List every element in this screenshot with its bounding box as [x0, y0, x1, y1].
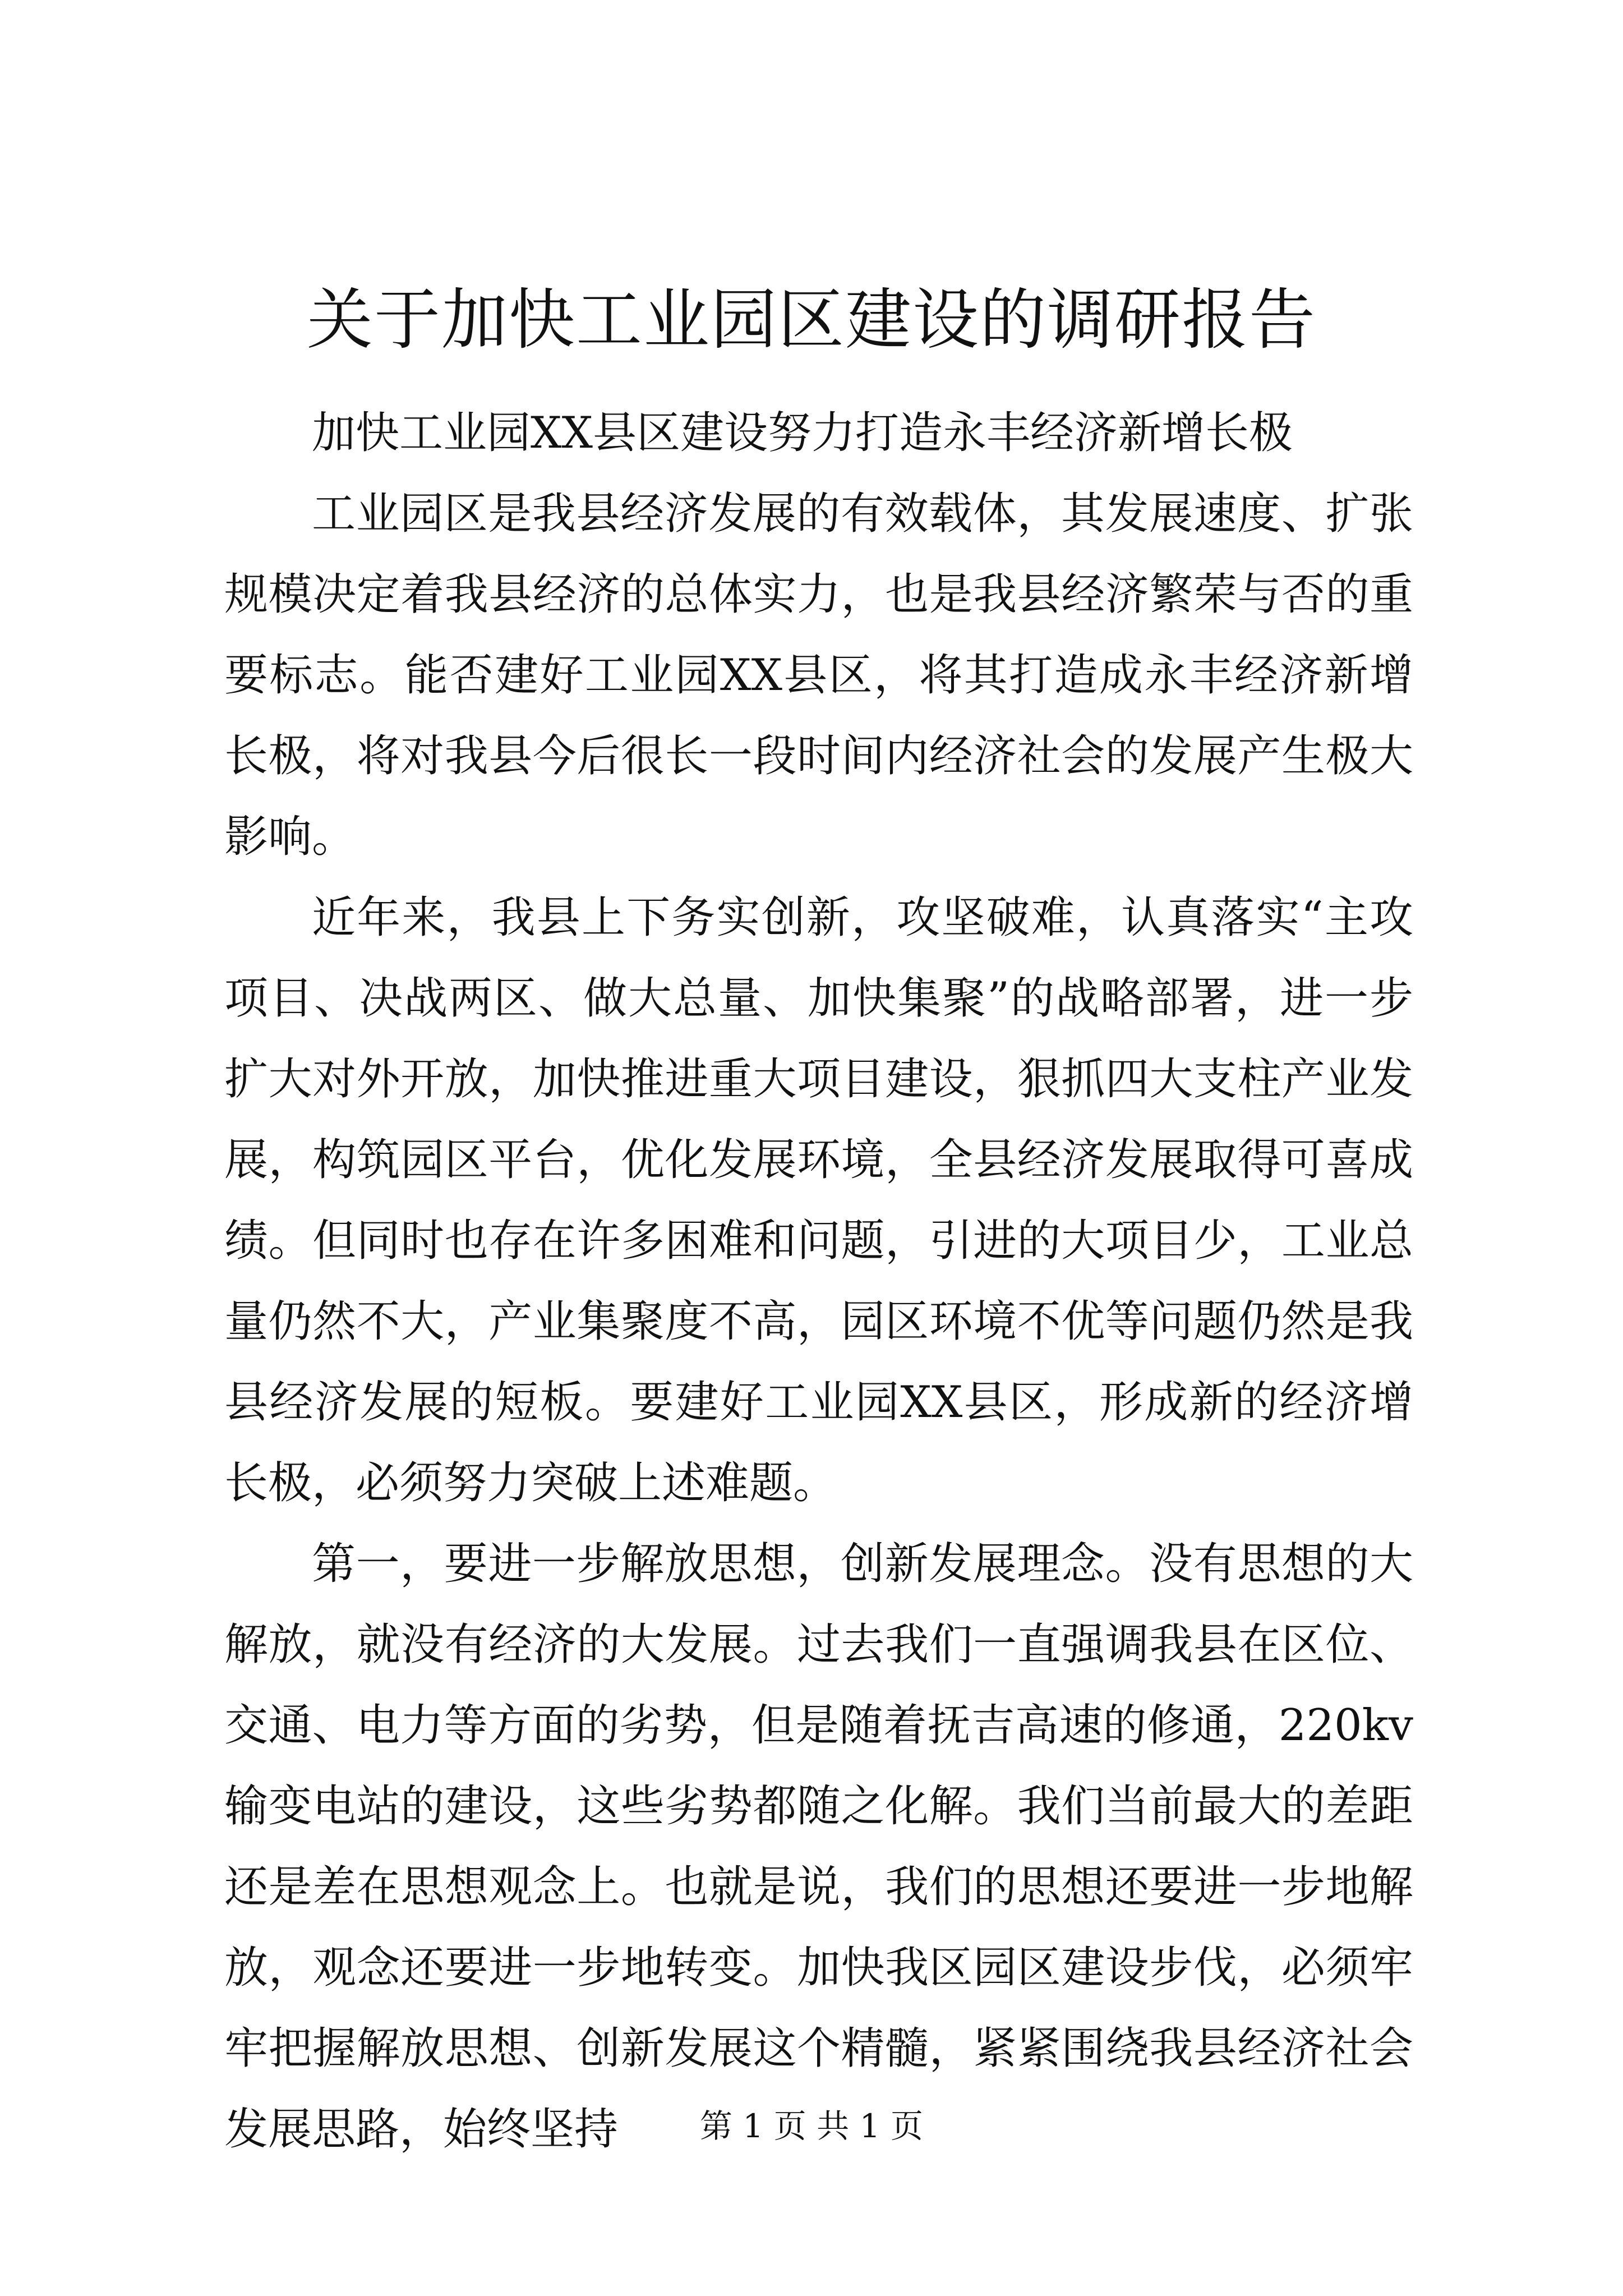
- body-paragraph-2: 近年来，我县上下务实创新，攻坚破难，认真落实“主攻项目、决战两区、做大总量、加快集聚”的战略部署，进一步扩大对外开放，加快推进重大项目建设，狠抓四大支柱产业发展，构筑园区平台，优化发展环境，全县经济发展取得可喜成绩。但同时也存在许多困难和问题，引进的大项目少，工业总量仍然不大，产业集聚度不高，园区环境不优等问题仍然是我县经济发展的短板。要建好工业园XX县区，形成新的经济增长极，必须努力突破上述难题。: [224, 892, 1413, 1508]
- body-paragraph-1: 工业园区是我县经济发展的有效载体，其发展速度、扩张规模决定着我县经济的总体实力，也是我县经济繁荣与否的重要标志。能否建好工业园XX县区，将其打造成永丰经济新增长极，将对我县今后很长一段时间内经济社会的发展产生极大影响。: [224, 489, 1413, 862]
- page-footer: 第 1 页 共 1 页: [700, 2107, 923, 2145]
- document-subtitle: 加快工业园XX县区建设努力打造永丰经济新增长极: [312, 408, 1293, 458]
- document-body: [224, 393, 1413, 2170]
- body-paragraph-3: 第一，要进一步解放思想，创新发展理念。没有思想的大解放，就没有经济的大发展。过去我们一直强调我县在区位、交通、电力等方面的劣势，但是随着抚吉高速的修通，220kv输变电站的建设，这些劣势都随之化解。我们当前最大的差距还是差在思想观念上。也就是说，我们的思想还要进一步地解放，观念还要进一步地转变。加快我区园区建设步伐，必须牢牢把握解放思想、创新发展这个精髓，紧紧围绕我县经济社会发展思路，始终坚持: [224, 1539, 1413, 2155]
- document-title: 关于加快工业园区建设的调研报告: [306, 281, 1316, 358]
